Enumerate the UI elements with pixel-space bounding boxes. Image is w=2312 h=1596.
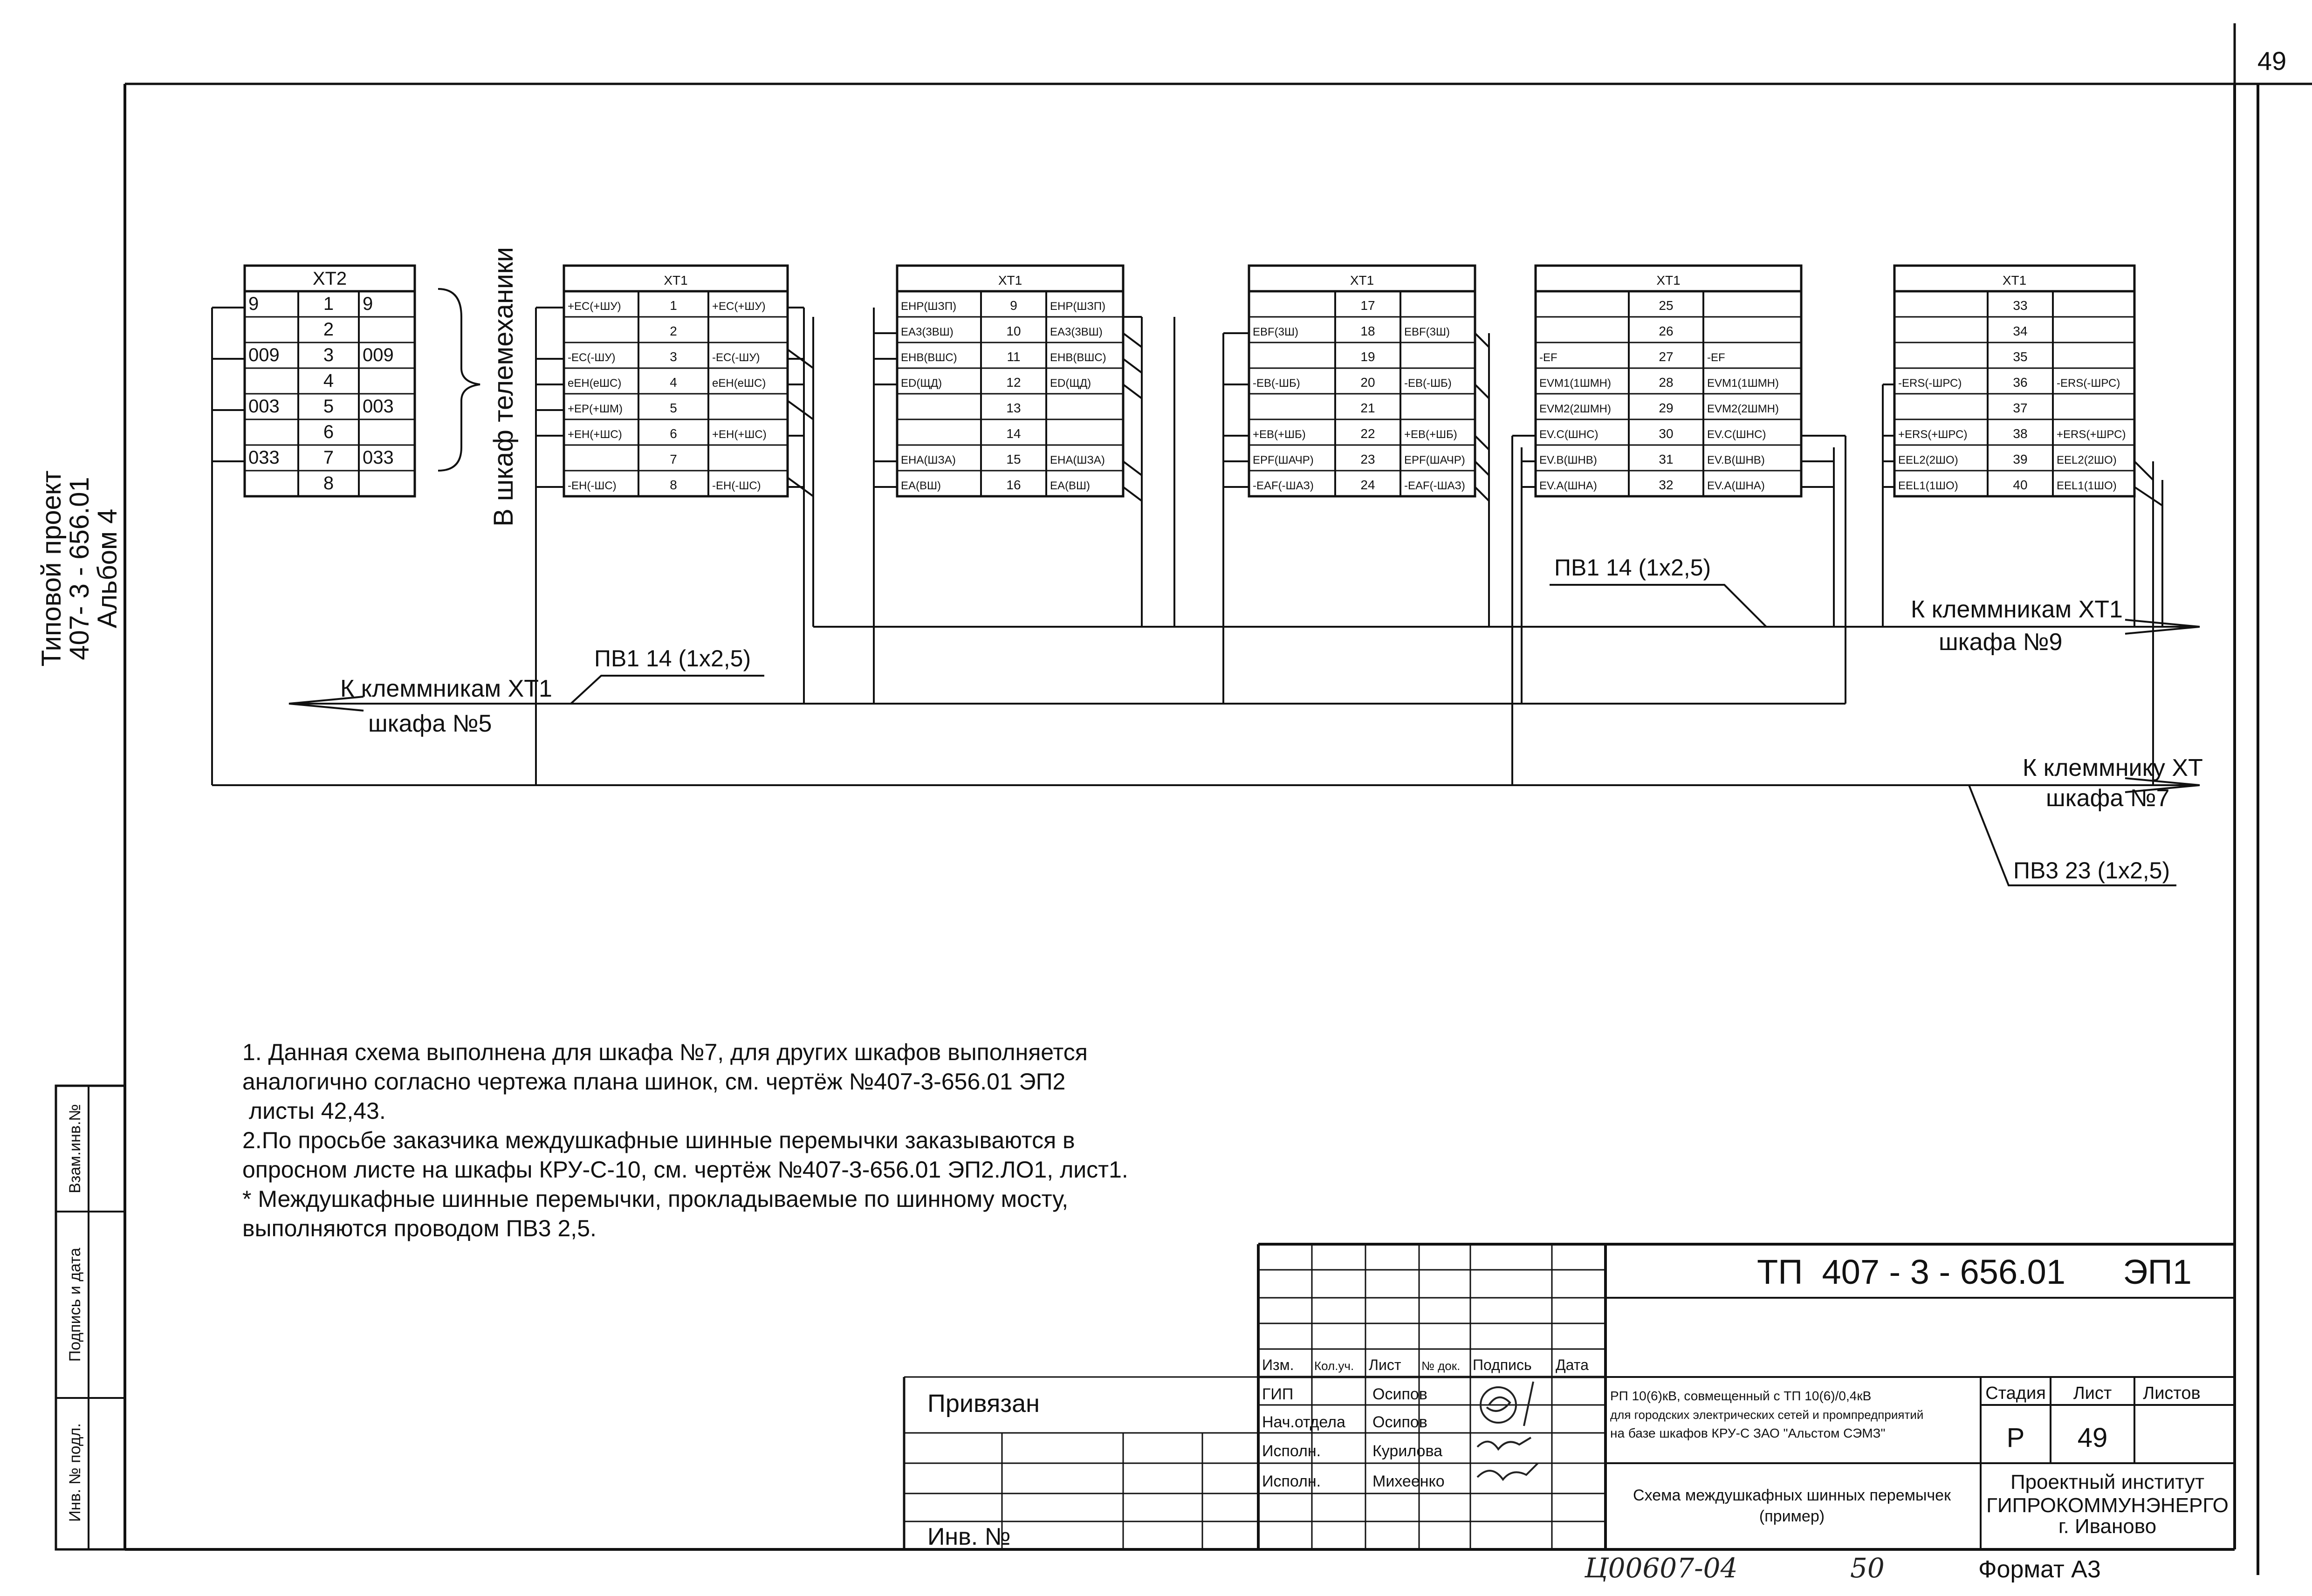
xt1-block-1-cell: 8 (670, 478, 677, 492)
xt1-block-4-cell: 32 (1659, 478, 1674, 492)
stamp-vzam-inv: Взам.инв.№ (66, 1104, 84, 1193)
xt1-block-1-cell: eEH(eШС) (712, 377, 766, 390)
note-line: выполняются проводом ПВ3 2,5. (242, 1215, 597, 1241)
xt1-block-4-cell: 28 (1659, 375, 1674, 390)
xt2-block-cell: 7 (323, 447, 334, 468)
drawing-designation: ТП 407 - 3 - 656.01 ЭП1 (1757, 1253, 2192, 1291)
terminal-blocks (245, 266, 2134, 496)
side-title-line-1: Типовой проект (36, 470, 67, 667)
role-ispoln-1: Исполн. (1262, 1442, 1321, 1460)
xt2-block-cell: 033 (248, 447, 280, 468)
xt2-block-cell: 5 (323, 396, 334, 417)
xt1-block-5-cell: -ERS(-ШРС) (2057, 377, 2120, 390)
telemechanics-brace (438, 289, 480, 471)
xt1-block-2-cell: EHP(ШЗП) (1050, 300, 1106, 313)
xt1-block-4-cell: 31 (1659, 452, 1674, 466)
col-kol-uch: Кол.уч. (1314, 1359, 1354, 1373)
xt1-block-4 (1536, 266, 1801, 496)
xt1-block-2-cell: 12 (1006, 375, 1021, 390)
name-1: Осипов (1372, 1385, 1427, 1403)
xt1-block-5-cell: 39 (2013, 452, 2028, 466)
xt1-block-2-cell: EHB(ВШС) (901, 351, 957, 364)
xt1-block-1-cell: -EC(-ШУ) (568, 351, 616, 364)
signatures (1477, 1382, 1538, 1480)
xt1-block-1-cell: 4 (670, 375, 677, 390)
xt2-block-cell: 033 (363, 447, 394, 468)
xt1-block-2-cell: ED(ЩД) (901, 377, 942, 390)
cable-pv1-left: ПВ1 14 (1х2,5) (594, 645, 751, 671)
xt1-block-3-cell: -EAF(-ШАЗ) (1253, 479, 1314, 492)
xt1-block-1-cell: eEH(eШС) (568, 377, 622, 390)
xt1-block-4-title: XT1 (1656, 273, 1681, 288)
xt1-block-4-cell: -EF (1707, 351, 1725, 364)
xt2-block-cell: 9 (248, 294, 259, 314)
xt1-block-3-cell: EPF(ШАЧР) (1253, 454, 1314, 466)
xt1-block-3-cell: 18 (1360, 324, 1375, 338)
side-title (36, 471, 123, 667)
col-no-dok: № док. (1421, 1359, 1461, 1373)
xt1-block-4-cell: EV.C(ШНС) (1707, 428, 1766, 441)
xt1-block-1-cell: 3 (670, 349, 677, 364)
privyazan-label: Привязан (927, 1390, 1040, 1418)
xt1-block-4-cell: EV.A(ШНА) (1707, 479, 1765, 492)
sheets-label: Листов (2143, 1384, 2201, 1403)
side-title-line-2: 407- 3 - 656.01 (64, 477, 95, 660)
xt1-block-2-cell: 9 (1010, 298, 1017, 313)
xt1-block-5-cell: +ERS(+ШРС) (2057, 428, 2126, 441)
xt1-block-3-cell: EBF(3Ш) (1404, 326, 1450, 338)
page-number-box (2235, 23, 2312, 84)
xt1-block-3-cell: -EB(-ШБ) (1404, 377, 1452, 390)
xt1-block-5-cell: 38 (2013, 426, 2028, 441)
org-line-3: г. Иваново (2058, 1515, 2157, 1538)
format-label: Формат А3 (1978, 1556, 2101, 1583)
name-4: Михеенко (1372, 1473, 1445, 1490)
xt1-block-1-cell: 7 (670, 452, 677, 466)
xt1-block-1-cell: -EH(-ШС) (712, 479, 761, 492)
col-izm: Изм. (1262, 1356, 1294, 1373)
telemechanics-label: В шкаф телемеханики (488, 247, 519, 527)
xt1-block-2-cell: ED(ЩД) (1050, 377, 1091, 390)
xt1-block-2-cell: 11 (1007, 349, 1021, 364)
name-3: Курилова (1372, 1442, 1443, 1460)
xt1-block-2-cell: EHB(ВШС) (1050, 351, 1106, 364)
to-shkaf9-line-1: К клеммникам XT1 (1911, 596, 2123, 623)
note-line: листы 42,43. (242, 1098, 386, 1124)
inv-no-label: Инв. № (927, 1523, 1011, 1550)
xt1-block-5-cell: EEL2(2ШО) (2057, 454, 2117, 466)
xt1-block-5-cell: 40 (2013, 478, 2028, 492)
xt1-block-2-cell: EHA(ШЗА) (901, 454, 956, 466)
note-line: 1. Данная схема выполнена для шкафа №7, для других шкафов выполняется (242, 1039, 1088, 1065)
xt1-block-2 (897, 266, 1123, 496)
xt2-block (245, 266, 415, 496)
notes (242, 1039, 1128, 1241)
xt2-block-cell: 4 (323, 370, 334, 391)
xt1-block-3-cell: 23 (1360, 452, 1375, 466)
handwritten-sheet-number: 50 (1850, 1552, 1885, 1584)
sheet-label: Лист (2073, 1384, 2112, 1403)
note-line: * Междушкафные шинные перемычки, прокладываемые по шинному мосту, (242, 1186, 1069, 1212)
xt1-block-5-title: XT1 (2002, 273, 2027, 288)
sheet-title-2: (пример) (1759, 1507, 1825, 1525)
drawing-frame (125, 84, 2258, 1575)
col-list: Лист (1369, 1356, 1401, 1373)
xt1-block-4-cell: EVM2(2ШМН) (1539, 403, 1612, 415)
xt2-block-cell: 003 (363, 396, 394, 417)
xt1-block-5-cell: -ERS(-ШРС) (1898, 377, 1962, 390)
cable-pv3: ПВ3 23 (1х2,5) (2013, 857, 2170, 884)
stage-label: Стадия (1985, 1384, 2046, 1403)
xt1-block-2-cell: 13 (1006, 401, 1021, 415)
xt2-block-cell: 009 (248, 345, 280, 365)
xt1-block-4-cell: EVM1(1ШМН) (1539, 377, 1612, 390)
xt1-block-4-cell: EV.A(ШНА) (1539, 479, 1597, 492)
xt1-block-5-cell: EEL1(1ШО) (2057, 479, 2117, 492)
to-shkaf9-line-2: шкафа №9 (1939, 629, 2063, 656)
xt1-block-3-cell: -EAF(-ШАЗ) (1404, 479, 1465, 492)
xt2-block-cell: 1 (323, 294, 334, 314)
xt1-block-3-cell: EPF(ШАЧР) (1404, 454, 1465, 466)
stamp-podpis-data: Подпись и дата (66, 1247, 84, 1362)
xt1-block-1-cell: 1 (670, 298, 677, 313)
xt1-block-3-cell: EBF(3Ш) (1253, 326, 1299, 338)
xt1-block-1 (564, 266, 788, 496)
xt1-block-5-cell: 36 (2013, 375, 2028, 390)
xt1-block-1-cell: +EH(+ШС) (712, 428, 767, 441)
stage-value: Р (2006, 1423, 2025, 1453)
to-shkaf5-line-2: шкафа №5 (368, 710, 492, 737)
sheet-value: 49 (2077, 1423, 2108, 1453)
xt1-block-2-cell: EA(ВШ) (901, 479, 941, 492)
xt1-block-5-cell: 37 (2013, 401, 2028, 415)
xt1-block-3-cell: 20 (1360, 375, 1375, 390)
col-podpis: Подпись (1473, 1356, 1532, 1373)
xt1-block-2-cell: 14 (1006, 426, 1021, 441)
xt1-block-4-cell: EV.B(ШНВ) (1707, 454, 1765, 466)
xt1-block-4-cell: 25 (1659, 298, 1674, 313)
xt1-block-1-cell: +EP(+ШМ) (568, 403, 623, 415)
role-gip: ГИП (1262, 1385, 1294, 1403)
xt1-block-4-cell: -EF (1539, 351, 1557, 364)
page-number: 49 (2257, 46, 2287, 75)
project-desc-2: для городских электрических сетей и промпредприятий (1610, 1408, 1924, 1422)
xt1-block-2-cell: 10 (1006, 324, 1021, 338)
xt2-block-cell: 6 (323, 422, 334, 442)
xt1-block-2-cell: EA(ВШ) (1050, 479, 1091, 492)
stamp-inv-podl: Инв. № подл. (66, 1423, 84, 1522)
xt1-block-1-cell: 5 (670, 401, 677, 415)
xt1-block-4-cell: 27 (1659, 349, 1674, 364)
xt1-block-5-cell: +ERS(+ШРС) (1898, 428, 1968, 441)
xt1-block-5-cell: 35 (2013, 349, 2028, 364)
xt1-block-1-cell: 6 (670, 426, 677, 441)
xt1-block-2-cell: 16 (1006, 478, 1021, 492)
xt1-block-4-cell: 29 (1659, 401, 1674, 415)
role-ispoln-2: Исполн. (1262, 1473, 1321, 1490)
to-shkaf7-line-1: К клеммнику XT (2023, 754, 2203, 781)
xt1-block-1-cell: -EC(-ШУ) (712, 351, 760, 364)
xt1-block-4-cell: EVM1(1ШМН) (1707, 377, 1779, 390)
project-desc-1: РП 10(6)кВ, совмещенный с ТП 10(6)/0,4кВ (1610, 1389, 1872, 1403)
xt1-block-1-cell: +EH(+ШС) (568, 428, 622, 441)
xt1-block-3-cell: 19 (1360, 349, 1375, 364)
xt1-block-3-cell: +EB(+ШБ) (1404, 428, 1457, 441)
xt1-block-5-cell: 33 (2013, 298, 2028, 313)
xt2-block-cell: 9 (363, 294, 373, 314)
xt1-block-4-cell: EV.C(ШНС) (1539, 428, 1599, 441)
xt1-block-3-cell: 21 (1360, 401, 1375, 415)
sheet-title-1: Схема междушкафных шинных перемычек (1633, 1486, 1951, 1504)
org-line-1: Проектный институт (2010, 1471, 2205, 1493)
cable-pv1-right: ПВ1 14 (1х2,5) (1554, 555, 1711, 581)
xt1-block-2-cell: 15 (1006, 452, 1021, 466)
xt1-block-3-cell: 17 (1360, 298, 1375, 313)
side-title-line-3: Альбом 4 (92, 508, 123, 629)
xt2-block-cell: 2 (323, 319, 334, 340)
xt1-block-2-cell: EA3(3ВШ) (1050, 326, 1103, 338)
to-shkaf7-line-2: шкафа №7 (2046, 785, 2170, 812)
org-line-2: ГИПРОКОММУНЭНЕРГО (1986, 1494, 2229, 1517)
note-line: 2.По просьбе заказчика междушкафные шинные перемычки заказываются в (242, 1127, 1075, 1153)
xt1-block-2-title: XT1 (998, 273, 1022, 288)
xt1-block-3-cell: 22 (1360, 426, 1375, 441)
xt1-block-4-cell: 30 (1659, 426, 1674, 441)
xt1-block-3-cell: -EB(-ШБ) (1253, 377, 1300, 390)
name-2: Осипов (1372, 1413, 1427, 1431)
to-shkaf5-line-1: К клеммникам XT1 (340, 675, 552, 702)
xt1-block-4-cell: EVM2(2ШМН) (1707, 403, 1779, 415)
xt2-block-cell: 003 (248, 396, 280, 417)
xt1-block-3-cell: +EB(+ШБ) (1253, 428, 1306, 441)
xt1-block-3-title: XT1 (1350, 273, 1374, 288)
xt2-block-cell: 8 (323, 473, 334, 493)
xt2-block-title: XT2 (312, 268, 347, 289)
xt1-block-5-cell: EEL2(2ШО) (1898, 454, 1958, 466)
note-line: аналогично согласно чертежа плана шинок, см. чертёж №407-3-656.01 ЭП2 (242, 1069, 1066, 1095)
xt1-block-5 (1894, 266, 2134, 496)
xt1-block-1-cell: -EH(-ШС) (568, 479, 617, 492)
xt1-block-2-cell: EHP(ШЗП) (901, 300, 957, 313)
xt1-block-4-cell: 26 (1659, 324, 1674, 338)
xt1-block-1-cell: +EC(+ШУ) (712, 300, 766, 313)
xt1-block-1-cell: +EC(+ШУ) (568, 300, 621, 313)
xt1-block-5-cell: 34 (2013, 324, 2028, 338)
handwritten-archive-number: Ц00607-04 (1585, 1552, 1738, 1584)
role-nach-otdela: Нач.отдела (1262, 1413, 1345, 1431)
xt1-block-1-cell: 2 (670, 324, 677, 338)
xt1-block-4-cell: EV.B(ШНВ) (1539, 454, 1597, 466)
xt1-block-2-cell: EHA(ШЗА) (1050, 454, 1105, 466)
xt2-block-cell: 3 (323, 345, 334, 365)
xt2-block-cell: 009 (363, 345, 394, 365)
xt1-block-5-cell: EEL1(1ШО) (1898, 479, 1958, 492)
note-line: опросном листе на шкафы КРУ-С-10, см. чертёж №407-3-656.01 ЭП2.ЛО1, лист1. (242, 1157, 1128, 1183)
project-desc-3: на базе шкафов КРУ-С ЗАО "Альстом СЭМЗ" (1610, 1426, 1886, 1440)
xt1-block-3-cell: 24 (1360, 478, 1375, 492)
xt1-block-2-cell: EA3(3ВШ) (901, 326, 954, 338)
col-data: Дата (1556, 1356, 1589, 1373)
xt1-block-1-title: XT1 (664, 273, 688, 288)
xt1-block-3 (1249, 266, 1475, 496)
